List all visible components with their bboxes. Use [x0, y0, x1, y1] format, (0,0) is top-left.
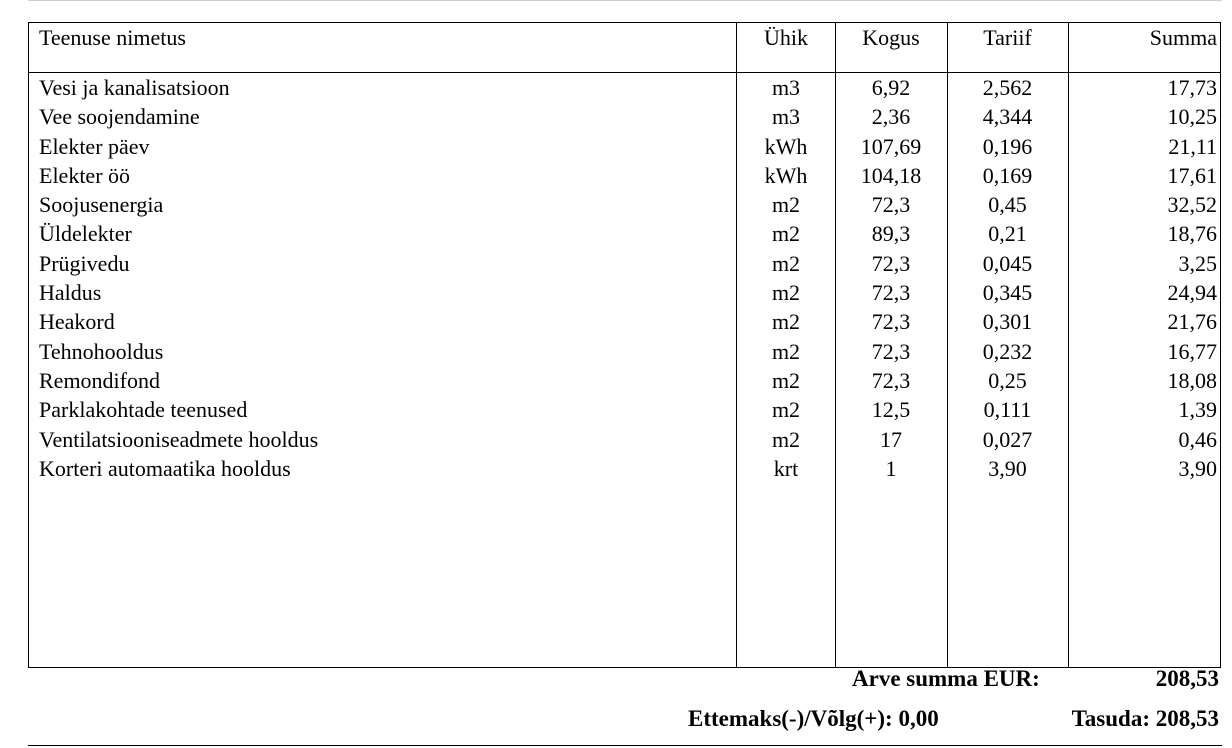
cell-name: Haldus [39, 280, 102, 306]
cell-rate: 4,344 [982, 104, 1033, 130]
cell-sum: 32,52 [1167, 192, 1217, 218]
cell-rate: 0,25 [988, 367, 1027, 393]
cell-quantity: 107,69 [860, 133, 922, 159]
table-row [29, 395, 1220, 424]
cell-unit: m2 [771, 192, 801, 218]
cell-quantity: 72,3 [871, 280, 911, 306]
cell-sum: 10,25 [1167, 104, 1217, 130]
cell-unit: kWh [764, 162, 808, 188]
cell-unit: m2 [771, 338, 801, 364]
cell-rate: 0,111 [983, 397, 1032, 423]
table-row [29, 249, 1220, 278]
cell-sum: 17,73 [1167, 75, 1217, 100]
header-name: Teenuse nimetus [39, 25, 186, 50]
cell-name: Parklakohtade teenused [39, 397, 248, 423]
cell-quantity: 1 [885, 455, 897, 481]
services-table [28, 22, 1221, 668]
header-rate: Tariif [983, 25, 1032, 50]
table-row [29, 190, 1220, 219]
cell-quantity: 72,3 [871, 250, 911, 276]
cell-unit: m2 [771, 426, 801, 452]
cell-rate: 0,027 [982, 426, 1033, 452]
cell-rate: 0,301 [982, 309, 1033, 335]
table-row [29, 366, 1220, 395]
cell-unit: m2 [771, 250, 801, 276]
cell-rate: 0,232 [982, 338, 1033, 364]
cell-sum: 21,76 [1167, 309, 1217, 335]
table-row [29, 307, 1220, 336]
table-row [29, 161, 1220, 190]
cell-sum: 1,39 [1178, 397, 1217, 423]
cell-rate: 0,196 [982, 133, 1033, 159]
cell-rate: 0,345 [982, 280, 1033, 306]
cell-unit: m2 [771, 397, 801, 423]
table-row [29, 132, 1220, 161]
cell-sum: 21,11 [1168, 133, 1217, 159]
cell-sum: 3,90 [1178, 455, 1217, 481]
cell-quantity: 72,3 [871, 367, 911, 393]
cell-name: Elekter öö [39, 162, 131, 188]
cell-sum: 18,76 [1167, 221, 1217, 247]
cell-unit: m2 [771, 221, 801, 247]
table-row [29, 337, 1220, 366]
cell-quantity: 17 [880, 426, 902, 452]
cell-unit: m3 [771, 104, 801, 130]
invoice-total-value: 208,53 [1155, 666, 1219, 691]
cell-quantity: 72,3 [871, 338, 911, 364]
cell-rate: 2,562 [982, 75, 1033, 100]
cell-rate: 0,21 [988, 221, 1027, 247]
cell-name: Elekter päev [39, 133, 150, 159]
cell-sum: 16,77 [1167, 338, 1217, 364]
prepayment-debt: Ettemaks(-)/Võlg(+): 0,00 [688, 706, 939, 731]
table-row [29, 425, 1220, 454]
cell-quantity: 104,18 [860, 162, 922, 188]
cell-quantity: 12,5 [871, 397, 911, 423]
cell-rate: 0,45 [988, 192, 1027, 218]
cell-name: Vesi ja kanalisatsioon [39, 75, 230, 100]
cell-name: Prügivedu [39, 250, 130, 276]
amount-to-pay: Tasuda: 208,53 [1071, 706, 1219, 731]
cell-name: Korteri automaatika hooldus [39, 455, 291, 481]
cell-quantity: 72,3 [871, 192, 911, 218]
cell-name: Heakord [39, 309, 115, 335]
table-row [29, 278, 1220, 307]
cell-name: Remondifond [39, 367, 160, 393]
cell-sum: 18,08 [1167, 367, 1217, 393]
cell-unit: krt [773, 455, 799, 481]
cell-unit: m3 [771, 75, 801, 100]
cell-rate: 0,045 [982, 250, 1033, 276]
header-unit: Ühik [764, 25, 808, 50]
invoice-total-label: Arve summa EUR: [852, 666, 1040, 691]
cell-name: Tehnohooldus [39, 338, 164, 364]
cell-rate: 3,90 [988, 455, 1027, 481]
cell-name: Soojusenergia [39, 192, 164, 218]
cell-quantity: 72,3 [871, 309, 911, 335]
cell-sum: 0,46 [1178, 426, 1217, 452]
table-row [29, 73, 1220, 102]
cell-name: Üldelekter [39, 221, 132, 247]
cell-sum: 17,61 [1167, 162, 1217, 188]
table-body [29, 73, 1220, 483]
top-rule [28, 0, 1222, 1]
table-row [29, 219, 1220, 248]
header-sum: Summa [1149, 25, 1217, 50]
table-row [29, 102, 1220, 131]
bottom-rule [28, 745, 1222, 746]
header-quantity: Kogus [862, 25, 920, 50]
cell-quantity: 6,92 [871, 75, 911, 100]
cell-sum: 3,25 [1178, 250, 1217, 276]
cell-unit: m2 [771, 280, 801, 306]
cell-name: Ventilatsiooniseadmete hooldus [39, 426, 319, 452]
cell-unit: kWh [764, 133, 808, 159]
table-row [29, 454, 1220, 483]
cell-rate: 0,169 [982, 162, 1033, 188]
cell-quantity: 2,36 [871, 104, 911, 130]
cell-name: Vee soojendamine [39, 104, 200, 130]
cell-quantity: 89,3 [871, 221, 911, 247]
cell-unit: m2 [771, 309, 801, 335]
cell-sum: 24,94 [1167, 280, 1217, 306]
cell-unit: m2 [771, 367, 801, 393]
